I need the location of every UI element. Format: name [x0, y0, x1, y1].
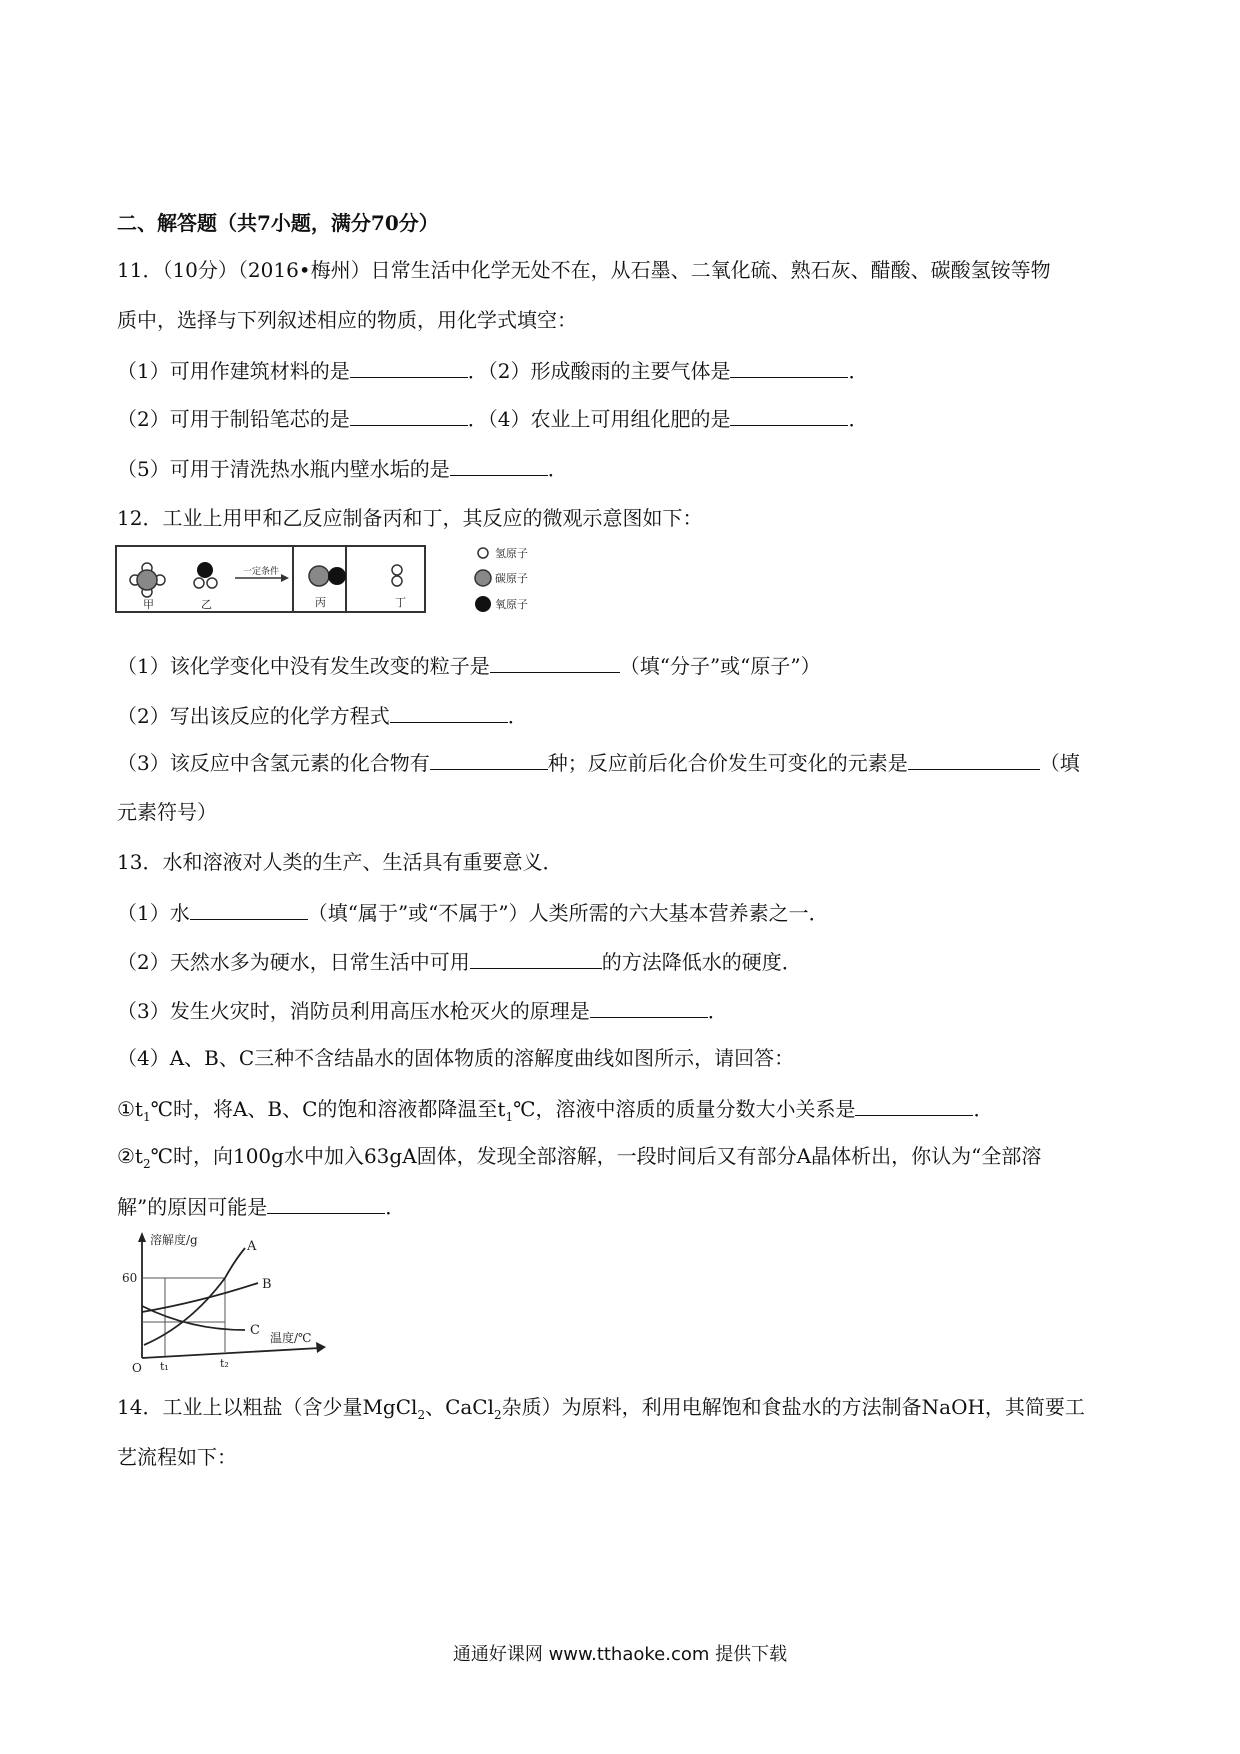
legend-carbon-icon: [475, 570, 491, 586]
answer-blank[interactable]: [450, 453, 548, 476]
answer-blank[interactable]: [855, 1093, 973, 1116]
q13-p2b: 的方法降低水的硬度．: [601, 950, 802, 974]
s1b: ℃时，将A、B、C的饱和溶液都降温至t: [150, 1097, 506, 1121]
y-tick-60: 60: [122, 1271, 138, 1285]
sub: 2: [494, 1408, 502, 1422]
period: ．: [848, 359, 869, 383]
q11-p4: （4）农业上可用组化肥的是: [487, 407, 731, 431]
q11-line2: 质中，选择与下列叙述相应的物质，用化学式填空：: [117, 308, 577, 332]
q13-p2a: （2）天然水多为硬水，日常生活中可用: [117, 950, 470, 974]
section-title: 二、解答题（共7小题，满分70分）: [117, 211, 439, 235]
q13-sub1: [117, 1093, 993, 1132]
q12-row3: [117, 747, 1080, 778]
period: ．: [707, 999, 728, 1023]
q14-c: 杂质）为原料，利用电解饱和食盐水的方法制备NaOH，其简要工: [501, 1395, 1085, 1419]
answer-blank[interactable]: [267, 1191, 385, 1214]
answer-blank[interactable]: [470, 946, 602, 969]
origin-label: O: [132, 1361, 142, 1375]
q12-p3a: （3）该反应中含氢元素的化合物有: [117, 751, 430, 775]
oxygen-atom: [328, 567, 346, 585]
label-ding: 丁: [395, 596, 406, 609]
q12-p3b: 种；反应前后化合价发生可变化的元素是: [547, 751, 908, 775]
t2-label: t₂: [220, 1357, 229, 1370]
s2c: 解”的原因可能是: [117, 1195, 268, 1219]
period: ．: [467, 359, 488, 383]
s2b: ℃时，向100g水中加入63gA固体，发现全部溶解，一段时间后又有部分A晶体析出，你认为“全部溶: [150, 1144, 1042, 1168]
legend-oxygen: 氧原子: [495, 598, 528, 611]
q13-p1a: （1）水: [117, 901, 190, 925]
curve-label-A: A: [247, 1239, 257, 1254]
oxygen-atom: [197, 562, 213, 578]
q11-row1: [117, 355, 868, 386]
hydrogen-atom: [392, 565, 402, 575]
q13-row1: [117, 897, 829, 928]
footer-credit: 通通好课网 www.tthaoke.com 提供下载: [452, 1644, 788, 1665]
period: ．: [973, 1097, 994, 1121]
x-axis-label: 温度/℃: [270, 1331, 312, 1345]
q13-sub2-cont: [117, 1191, 405, 1222]
q14-line1: [117, 1392, 1085, 1430]
sub: 1: [505, 1110, 514, 1124]
q11-p1: （1）可用作建筑材料的是: [117, 359, 350, 383]
answer-blank[interactable]: [350, 403, 468, 426]
legend-oxygen-icon: [475, 596, 491, 612]
q12-p2: （2）写出该反应的化学方程式: [117, 704, 390, 728]
q13-row3: [117, 995, 728, 1026]
q13-row4: （4）A、B、C三种不含结晶水的固体物质的溶解度曲线如图所示，请回答：: [117, 1046, 795, 1070]
period: ．: [385, 1195, 406, 1219]
curve-label-B: B: [262, 1277, 272, 1292]
q13-sub2: [117, 1141, 1041, 1179]
q11-p2: （2）形成酸雨的主要气体是: [487, 359, 731, 383]
sub: 2: [417, 1408, 426, 1422]
hydrogen-atom: [207, 578, 217, 588]
q14-b: 、CaCl: [425, 1395, 495, 1419]
q12-row4: 元素符号）: [117, 800, 217, 824]
q12-stem: 12．工业上用甲和乙反应制备丙和丁，其反应的微观示意图如下：: [117, 506, 703, 530]
reaction-micro-diagram: [115, 540, 555, 620]
curve-A: [144, 1248, 245, 1345]
q12-p3c: （填: [1039, 751, 1080, 775]
answer-blank[interactable]: [590, 995, 708, 1018]
answer-blank[interactable]: [490, 650, 620, 673]
q14-line2: 艺流程如下：: [117, 1445, 237, 1469]
curve-label-C: C: [250, 1323, 260, 1338]
sub: 2: [142, 1157, 151, 1171]
label-jia: 甲: [143, 598, 154, 611]
label-yi: 乙: [201, 598, 212, 611]
period: ．: [848, 407, 869, 431]
q13-p3: （3）发生火灾时，消防员利用高压水枪灭火的原理是: [117, 999, 590, 1023]
t1-label: t₁: [160, 1360, 169, 1373]
q12-p1b: （填“分子”或“原子”）: [619, 654, 821, 678]
q11-row2: [117, 403, 868, 434]
s1c: ℃，溶液中溶质的质量分数大小关系是: [513, 1097, 856, 1121]
s2a: ②t: [117, 1144, 143, 1168]
q12-p1a: （1）该化学变化中没有发生改变的粒子是: [117, 654, 490, 678]
hydrogen-atom: [194, 578, 204, 588]
arrow-condition: 一定条件: [243, 567, 280, 577]
q13-stem: 13．水和溶液对人类的生产、生活具有重要意义．: [117, 850, 563, 874]
q12-row1: [117, 650, 821, 681]
s1a: ①t: [117, 1097, 143, 1121]
carbon-atom: [309, 566, 329, 586]
arrow-head: [281, 574, 289, 582]
sub: 1: [142, 1110, 151, 1124]
answer-blank[interactable]: [390, 700, 508, 723]
legend-hydrogen: 氢原子: [495, 547, 528, 560]
answer-blank[interactable]: [730, 403, 848, 426]
legend-carbon: 碳原子: [495, 572, 528, 585]
x-axis: [142, 1348, 320, 1358]
period: ．: [467, 407, 488, 431]
answer-blank[interactable]: [730, 355, 848, 378]
answer-blank[interactable]: [908, 747, 1040, 770]
period: ．: [507, 704, 528, 728]
solubility-curve-graph: [120, 1230, 330, 1380]
answer-blank[interactable]: [350, 355, 468, 378]
y-axis-label: 溶解度/g: [150, 1233, 198, 1247]
q13-row2: [117, 946, 802, 977]
legend-hydrogen-icon: [478, 548, 488, 558]
carbon-atom: [137, 570, 157, 590]
q12-row2: [117, 700, 528, 731]
q14-a: 14．工业上以粗盐（含少量MgCl: [117, 1395, 418, 1419]
q11-line1: 11．（10分）（2016•梅州）日常生活中化学无处不在，从石墨、二氧化硫、熟石灰、醋酸、碳酸氢铵等物: [117, 258, 1051, 282]
q13-p1b: （填“属于”或“不属于”）人类所需的六大基本营养素之一．: [307, 901, 829, 925]
answer-blank[interactable]: [430, 747, 548, 770]
period: ．: [547, 457, 568, 481]
answer-blank[interactable]: [190, 897, 308, 920]
hydrogen-atom: [392, 576, 402, 586]
x-axis-arrow: [316, 1342, 326, 1353]
q11-p5: （5）可用于清洗热水瓶内壁水垢的是: [117, 457, 450, 481]
y-axis-arrow: [138, 1232, 146, 1242]
label-bing: 丙: [315, 596, 326, 609]
q11-row3: [117, 453, 568, 484]
q11-p3: （2）可用于制铅笔芯的是: [117, 407, 350, 431]
